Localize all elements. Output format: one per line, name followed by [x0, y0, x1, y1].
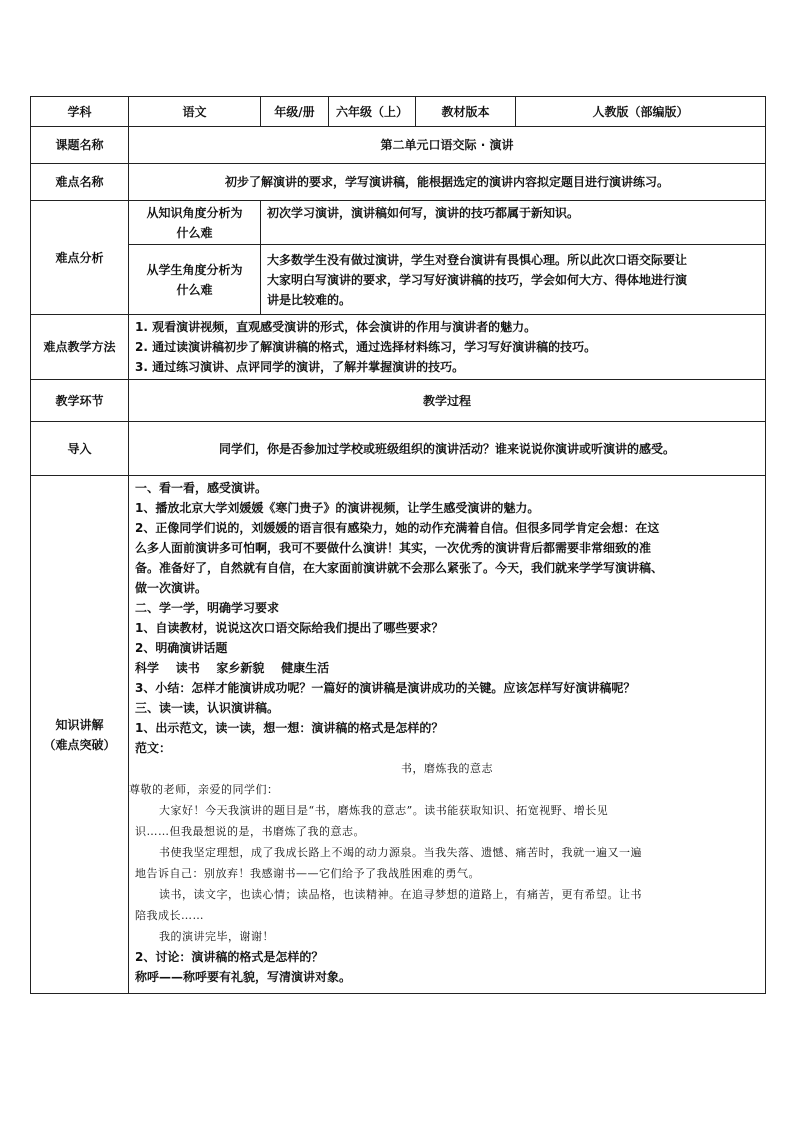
content-line: 范文：	[135, 741, 172, 755]
stage-label: 教学环节	[31, 380, 129, 422]
analysis-label: 难点分析	[31, 201, 129, 315]
header-row	[31, 97, 766, 127]
knowledge-label	[31, 476, 129, 994]
intro-label: 导入	[31, 422, 129, 476]
knowledge-row	[31, 476, 766, 994]
sample-line: 识……但我最想说的是，书磨炼了我的意志。	[135, 825, 365, 838]
content-line: 1、播放北京大学刘媛媛《寒门贵子》的演讲视频，让学生感受演讲的魅力。	[135, 501, 540, 515]
edition-label: 教材版本	[416, 97, 516, 127]
intro-value: 同学们，你是否参加过学校或班级组织的演讲活动？谁来说说你演讲或听演讲的感受。	[129, 422, 766, 476]
knowledge-content	[129, 476, 766, 994]
process-header-row	[31, 380, 766, 422]
analysis-student-row	[31, 245, 766, 315]
content-line: 备。准备好了，自然就有自信，在大家面前演讲就不会那么紧张了。今天，我们就来学学写演讲稿、	[135, 561, 664, 575]
sample-greeting: 尊敬的老师，亲爱的同学们：	[129, 783, 279, 796]
content-line: 么多人面前演讲多可怕啊，我可不要做什么演讲！其实，一次优秀的演讲背后都需要非常细致的准	[135, 541, 652, 555]
method-item: 3. 通过练习演讲、点评同学的演讲，了解并掌握演讲的技巧。	[135, 360, 465, 374]
student-angle-value	[261, 245, 766, 315]
edition-value: 人教版（部编版）	[516, 97, 766, 127]
knowledge-angle-label-line2: 什么难	[176, 225, 213, 240]
knowledge-angle-label-line1: 从知识角度分析为	[146, 205, 243, 220]
content-line: 一、看一看，感受演讲。	[135, 481, 268, 495]
difficulty-row	[31, 164, 766, 201]
content-line: 2、讨论：演讲稿的格式是怎样的？	[135, 950, 324, 964]
sample-line: 陪我成长……	[135, 909, 204, 922]
student-angle-line: 大家明白写演讲的要求，学习写好演讲稿的技巧，学会如何大方、得体地进行演	[267, 272, 688, 287]
methods-row	[31, 315, 766, 380]
subject-value: 语文	[129, 97, 261, 127]
method-item: 2. 通过读演讲稿初步了解演讲稿的格式，通过选择材料练习，学习写好演讲稿的技巧。	[135, 340, 597, 354]
content-line: 2、正像同学们说的，刘媛媛的语言很有感染力，她的动作充满着自信。但很多同学肯定会想：在这	[135, 521, 660, 535]
grade-label: 年级/册	[261, 97, 329, 127]
methods-list	[129, 315, 766, 380]
subject-label: 学科	[31, 97, 129, 127]
topic-label: 课题名称	[31, 127, 129, 164]
content-line: 做一次演讲。	[135, 581, 208, 595]
method-item: 1. 观看演讲视频，直观感受演讲的形式，体会演讲的作用与演讲者的魅力。	[135, 320, 537, 334]
lesson-plan-table	[30, 96, 766, 994]
knowledge-angle-label	[129, 201, 261, 245]
sample-line: 书使我坚定理想，成了我成长路上不竭的动力源泉。当我失落、遗憾、痛苦时，我就一遍又一遍	[159, 846, 642, 859]
content-line: 1、自读教材，说说这次口语交际给我们提出了哪些要求？	[135, 621, 444, 635]
intro-row	[31, 422, 766, 476]
student-angle-label-line1: 从学生角度分析为	[146, 262, 243, 277]
topic-row	[31, 127, 766, 164]
sample-line: 我的演讲完毕，谢谢！	[159, 930, 274, 943]
sample-line: 地告诉自己：别放弃！我感谢书——它们给予了我战胜困难的勇气。	[135, 867, 480, 880]
content-line: 3、小结：怎样才能演讲成功呢？一篇好的演讲稿是演讲成功的关键。应该怎样写好演讲稿呢？	[135, 681, 636, 695]
process-label: 教学过程	[129, 380, 766, 422]
content-line: 二、学一学，明确学习要求	[135, 601, 280, 615]
knowledge-label-line1: 知识讲解	[55, 717, 104, 732]
sample-line: 大家好！今天我演讲的题目是“书，磨炼我的意志”。读书能获取知识、拓宽视野、增长见	[159, 804, 609, 817]
topic-value: 第二单元口语交际 · 演讲	[129, 127, 766, 164]
difficulty-value: 初步了解演讲的要求，学写演讲稿，能根据选定的演讲内容拟定题目进行演讲练习。	[129, 164, 766, 201]
content-line: 称呼——称呼要有礼貌，写清演讲对象。	[135, 970, 352, 984]
knowledge-label-line2: （难点突破）	[43, 737, 116, 752]
student-angle-label-line2: 什么难	[176, 282, 213, 297]
content-line: 1、出示范文，读一读，想一想：演讲稿的格式是怎样的？	[135, 721, 444, 735]
methods-label: 难点教学方法	[31, 315, 129, 380]
sample-line: 读书，读文字，也读心情；读品格，也读精神。在追寻梦想的道路上，有痛苦，更有希望。让书	[159, 888, 642, 901]
content-line: 科学 读书 家乡新貌 健康生活	[135, 661, 330, 675]
sample-title: 书，磨炼我的意志	[401, 762, 493, 775]
content-line: 2、明确演讲话题	[135, 641, 228, 655]
difficulty-label: 难点名称	[31, 164, 129, 201]
student-angle-line: 讲是比较难的。	[267, 292, 352, 307]
grade-value: 六年级（上）	[329, 97, 416, 127]
knowledge-angle-value: 初次学习演讲，演讲稿如何写，演讲的技巧都属于新知识。	[261, 201, 766, 245]
analysis-knowledge-row	[31, 201, 766, 245]
student-angle-label	[129, 245, 261, 315]
content-line: 三、读一读，认识演讲稿。	[135, 701, 280, 715]
student-angle-line: 大多数学生没有做过演讲，学生对登台演讲有畏惧心理。所以此次口语交际要让	[267, 252, 688, 267]
